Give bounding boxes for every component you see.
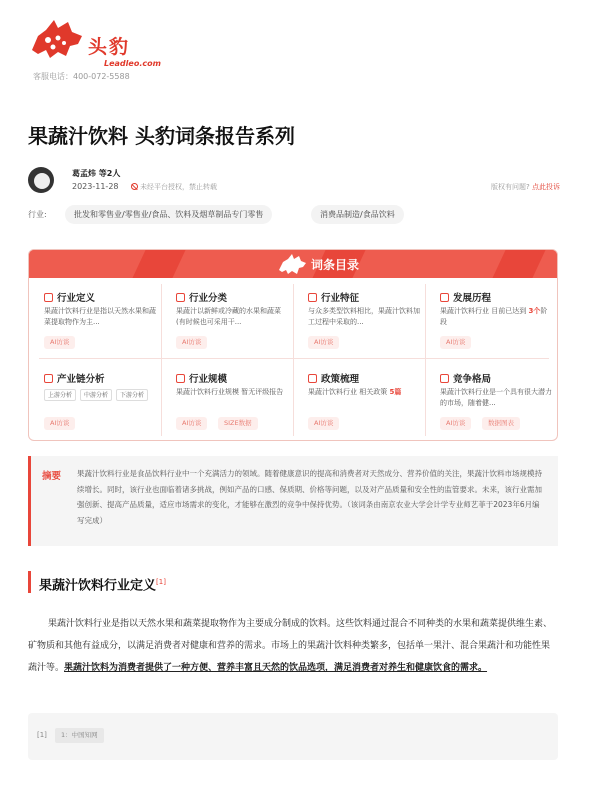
toc-item-classification[interactable]: 行业分类 果蔬汁以新鲜或冷藏的水果和蔬菜(有时候也可采用干... AI访谈 xyxy=(161,279,293,358)
search-doc-icon xyxy=(44,293,53,302)
feature-icon xyxy=(308,293,317,302)
reference-mark[interactable]: [1] xyxy=(156,578,166,586)
reference-box xyxy=(28,713,558,760)
section-title: 果蔬汁饮料行业定义[1] xyxy=(28,571,166,593)
data-chart-tag[interactable]: 数据图表 xyxy=(482,417,520,430)
toc-item-definition[interactable]: 行业定义 果蔬汁饮料行业是指以天然水果和蔬菜提取物作为主... AI访谈 xyxy=(29,279,161,358)
ban-icon xyxy=(131,183,138,190)
summary-box xyxy=(28,456,558,546)
industry-row xyxy=(28,205,568,225)
toc-card xyxy=(28,249,558,441)
industry-label: 行业: xyxy=(28,210,47,219)
toc-item-scale[interactable]: 行业规模 果蔬汁饮料行业规模 暂无评级报告 AI访谈 SIZE数据 xyxy=(161,360,293,439)
toc-item-history[interactable]: 发展历程 果蔬汁饮料行业 目前已达到 3个阶段 AI访谈 xyxy=(425,279,557,358)
summary-label: 摘要 xyxy=(42,471,62,482)
ai-interview-tag[interactable]: AI访谈 xyxy=(44,336,75,349)
midstream-tag[interactable]: 中游分析 xyxy=(80,389,112,401)
upstream-tag[interactable]: 上游分析 xyxy=(44,389,76,401)
industry-tag[interactable]: 批发和零售业/零售业/食品、饮料及烟草制品专门零售 xyxy=(65,205,272,224)
hierarchy-icon xyxy=(176,293,185,302)
no-repost-notice: 未经平台授权，禁止转载 xyxy=(131,182,217,192)
toc-item-features[interactable]: 行业特征 与众多类型饮料相比，果蔬汁饮料加工过程中采取的... AI访谈 xyxy=(293,279,425,358)
bar-chart-icon xyxy=(176,374,185,383)
reference-source[interactable]: 1：中国知网 xyxy=(55,728,104,743)
leopard-logo-icon xyxy=(28,14,86,64)
ai-interview-tag[interactable]: AI访谈 xyxy=(308,336,339,349)
publish-date: 2023-11-28 xyxy=(72,182,119,191)
summary-text: 果蔬汁饮料行业是食品饮料行业中一个充满活力的领域。随着健康意识的提高和消费者对天然成分、营养价值的关注，果蔬汁饮料市场规模持续增长。同时，该行业也面临着诸多挑战，例如产品的口感、保质期、价格等问题，以及对产品质量和安全性的监管要求。未来，该行业需加强创新、提高产品质量，适应市场需求的变化，才能够在激烈的竞争中保持优势。（该词条由南京农业大学会计学专业师艺菲于2023年6月编写完成） xyxy=(77,469,542,525)
ai-interview-tag[interactable]: AI访谈 xyxy=(44,417,75,430)
ai-interview-tag[interactable]: AI访谈 xyxy=(176,336,207,349)
service-hotline: 客服电话：400-072-5588 xyxy=(33,72,130,81)
toc-header: 词条目录 xyxy=(29,250,558,278)
chain-icon xyxy=(44,374,53,383)
ai-interview-tag[interactable]: AI访谈 xyxy=(176,417,207,430)
leopard-icon xyxy=(277,253,307,275)
size-data-tag[interactable]: SIZE数据 xyxy=(218,417,258,430)
brand-domain: Leadleo.com xyxy=(104,59,161,68)
reference-number: [1] xyxy=(37,731,47,739)
downstream-tag[interactable]: 下游分析 xyxy=(116,389,148,401)
policy-icon xyxy=(308,374,317,383)
emphasized-text: 果蔬汁饮料为消费者提供了一种方便、营养丰富且天然的饮品选项，满足消费者对养生和健康饮食的需求。 xyxy=(64,663,488,673)
author-row xyxy=(28,167,560,197)
author-name[interactable]: 葛孟炜 等2人 xyxy=(72,169,121,178)
pie-icon xyxy=(440,374,449,383)
ai-interview-tag[interactable]: AI访谈 xyxy=(440,417,471,430)
leadleo-logo[interactable] xyxy=(28,14,161,70)
complaint-link[interactable]: 点此投诉 xyxy=(532,183,560,191)
avatar[interactable] xyxy=(28,167,54,193)
toc-item-competition[interactable]: 竞争格局 果蔬汁饮料行业是一个具有很大潜力的市场，随着健... AI访谈 数据图表 xyxy=(425,360,557,439)
ai-interview-tag[interactable]: AI访谈 xyxy=(440,336,471,349)
toc-item-chain[interactable]: 产业链分析 上游分析 中游分析 下游分析 AI访谈 xyxy=(29,360,161,439)
industry-tag[interactable]: 消费品制造/食品饮料 xyxy=(311,205,404,224)
page-title: 果蔬汁饮料 头豹词条报告系列 xyxy=(28,124,295,148)
timeline-icon xyxy=(440,293,449,302)
brand-name: 头豹 xyxy=(88,36,131,58)
toc-item-policy[interactable]: 政策梳理 果蔬汁饮料行业 相关政策 5篇 AI访谈 xyxy=(293,360,425,439)
ai-interview-tag[interactable]: AI访谈 xyxy=(308,417,339,430)
copyright-complaint: 版权有问题? 点此投诉 xyxy=(491,183,560,191)
definition-paragraph: 果蔬汁饮料行业是指以天然水果和蔬菜提取物作为主要成分制成的饮料。这些饮料通过混合不同种类的水果和蔬菜提供维生素、矿物质和其他有益成分，以满足消费者对健康和营养的需求。市场上的果蔬汁饮料种类繁多，包括单一果汁、混合果蔬汁和功能性果蔬汁等。果蔬汁饮料为消费者提供了一种方便、营养丰富且天然的饮品选项，满足消费者对养生和健康饮食的需求。 xyxy=(28,619,553,673)
